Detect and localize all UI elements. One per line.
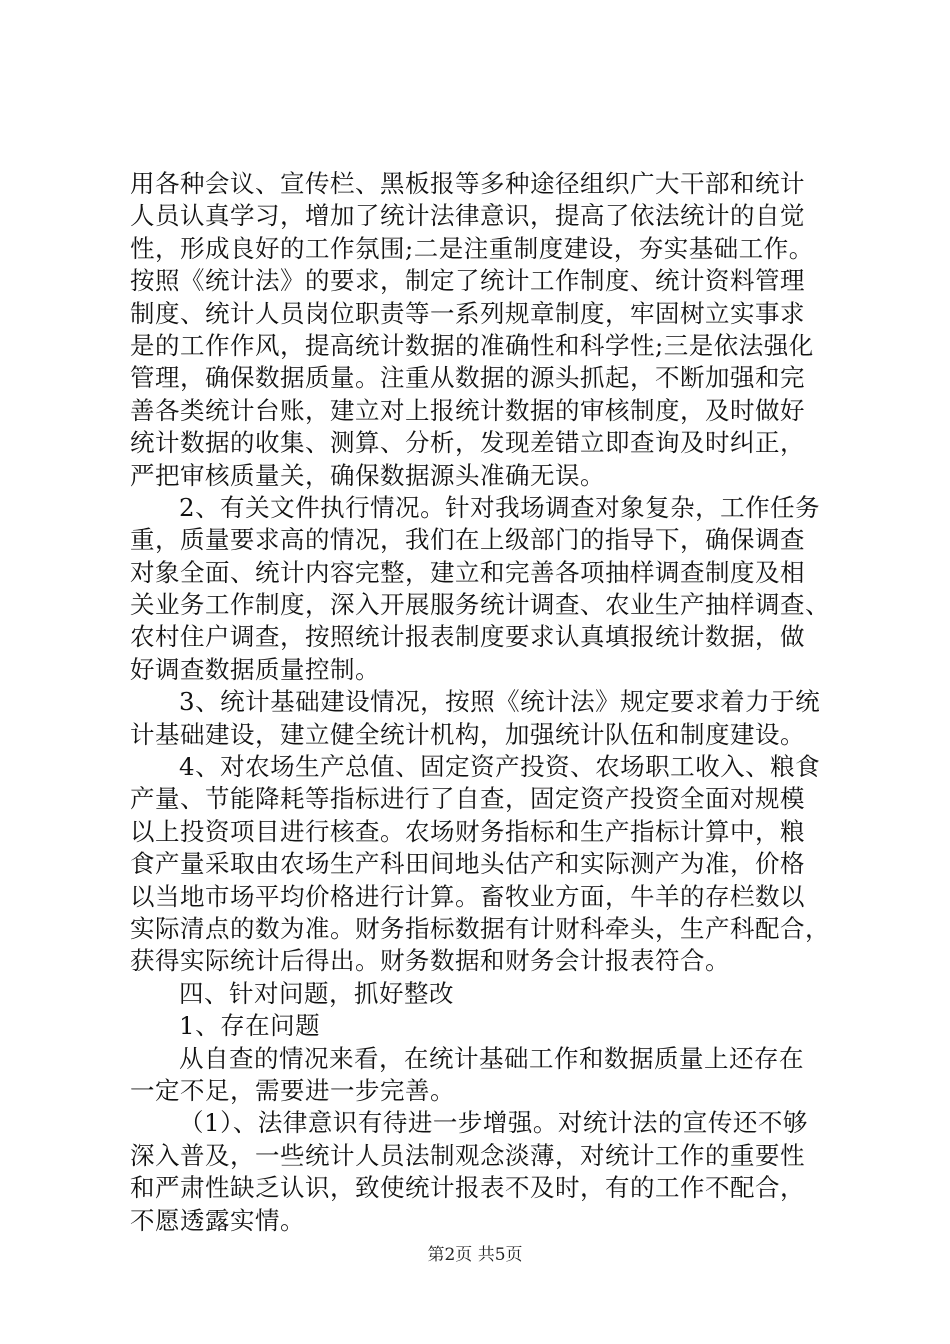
text-line: 是的工作作风，提高统计数据的准确性和科学性;三是依法强化	[130, 330, 814, 360]
text-line: 关业务工作制度，深入开展服务统计调查、农业生产抽样调查、	[130, 590, 830, 620]
text-line: 不愿透露实情。	[130, 1205, 305, 1235]
document-body	[130, 168, 830, 1237]
text-line: 以当地市场平均价格进行计算。畜牧业方面，牛羊的存栏数以	[130, 881, 805, 911]
text-line: 和严肃性缺乏认识，致使统计报表不及时，有的工作不配合，	[130, 1173, 805, 1203]
text-line: 好调查数据质量控制。	[130, 654, 380, 684]
text-line: 按照《统计法》的要求，制定了统计工作制度、统计资料管理	[130, 266, 805, 296]
text-line: 获得实际统计后得出。财务数据和财务会计报表符合。	[130, 946, 730, 976]
text-line: 用各种会议、宣传栏、黑板报等多种途径组织广大干部和统计	[130, 169, 805, 198]
text-line: 产量、节能降耗等指标进行了自查，固定资产投资全面对规模	[130, 784, 805, 814]
paragraph-start-line: 从自查的情况来看，在统计基础工作和数据质量上还存在	[179, 1043, 804, 1073]
text-line: 人员认真学习，增加了统计法律意识，提高了依法统计的自觉	[130, 201, 805, 231]
section-heading: 四、针对问题，抓好整改	[179, 978, 454, 1008]
text-line: 深入普及，一些统计人员法制观念淡薄，对统计工作的重要性	[130, 1140, 805, 1170]
text-line: 善各类统计台账，建立对上报统计数据的审核制度，及时做好	[130, 395, 805, 425]
text-line: 重，质量要求高的情况，我们在上级部门的指导下，确保调查	[130, 525, 805, 555]
text-line: 统计数据的收集、测算、分析，发现差错立即查询及时纠正，	[130, 428, 805, 458]
paragraph-start-line: 4、对农场生产总值、固定资产投资、农场职工收入、粮食	[179, 752, 821, 782]
text-line: 农村住户调查，按照统计报表制度要求认真填报统计数据，做	[130, 622, 805, 652]
text-line: 以上投资项目进行核查。农场财务指标和生产指标计算中，粮	[130, 816, 805, 846]
page-number-footer: 第2页 共5页	[427, 1245, 523, 1265]
text-line: 实际清点的数为准。财务指标数据有计财科牵头，生产科配合，	[130, 913, 830, 943]
text-line: 制度、统计人员岗位职责等一系列规章制度，牢固树立实事求	[130, 298, 805, 328]
paragraph-start-line: （1）、法律意识有待进一步增强。对统计法的宣传还不够	[179, 1108, 808, 1138]
subsection-heading: 1、存在问题	[179, 1011, 321, 1041]
text-line: 管理，确保数据质量。注重从数据的源头抓起，不断加强和完	[130, 363, 805, 393]
text-line: 食产量采取由农场生产科田间地头估产和实际测产为准，价格	[130, 849, 805, 879]
paragraph-start-line: 3、统计基础建设情况，按照《统计法》规定要求着力于统	[179, 687, 821, 717]
text-line: 严把审核质量关，确保数据源头准确无误。	[130, 460, 605, 490]
text-line: 对象全面、统计内容完整，建立和完善各项抽样调查制度及相	[130, 557, 805, 587]
text-line: 性，形成良好的工作氛围;二是注重制度建设，夯实基础工作。	[130, 233, 814, 263]
text-line: 一定不足，需要进一步完善。	[130, 1075, 455, 1105]
text-line: 计基础建设，建立健全统计机构，加强统计队伍和制度建设。	[130, 719, 805, 749]
paragraph-start-line: 2、有关文件执行情况。针对我场调查对象复杂，工作任务	[179, 492, 821, 522]
